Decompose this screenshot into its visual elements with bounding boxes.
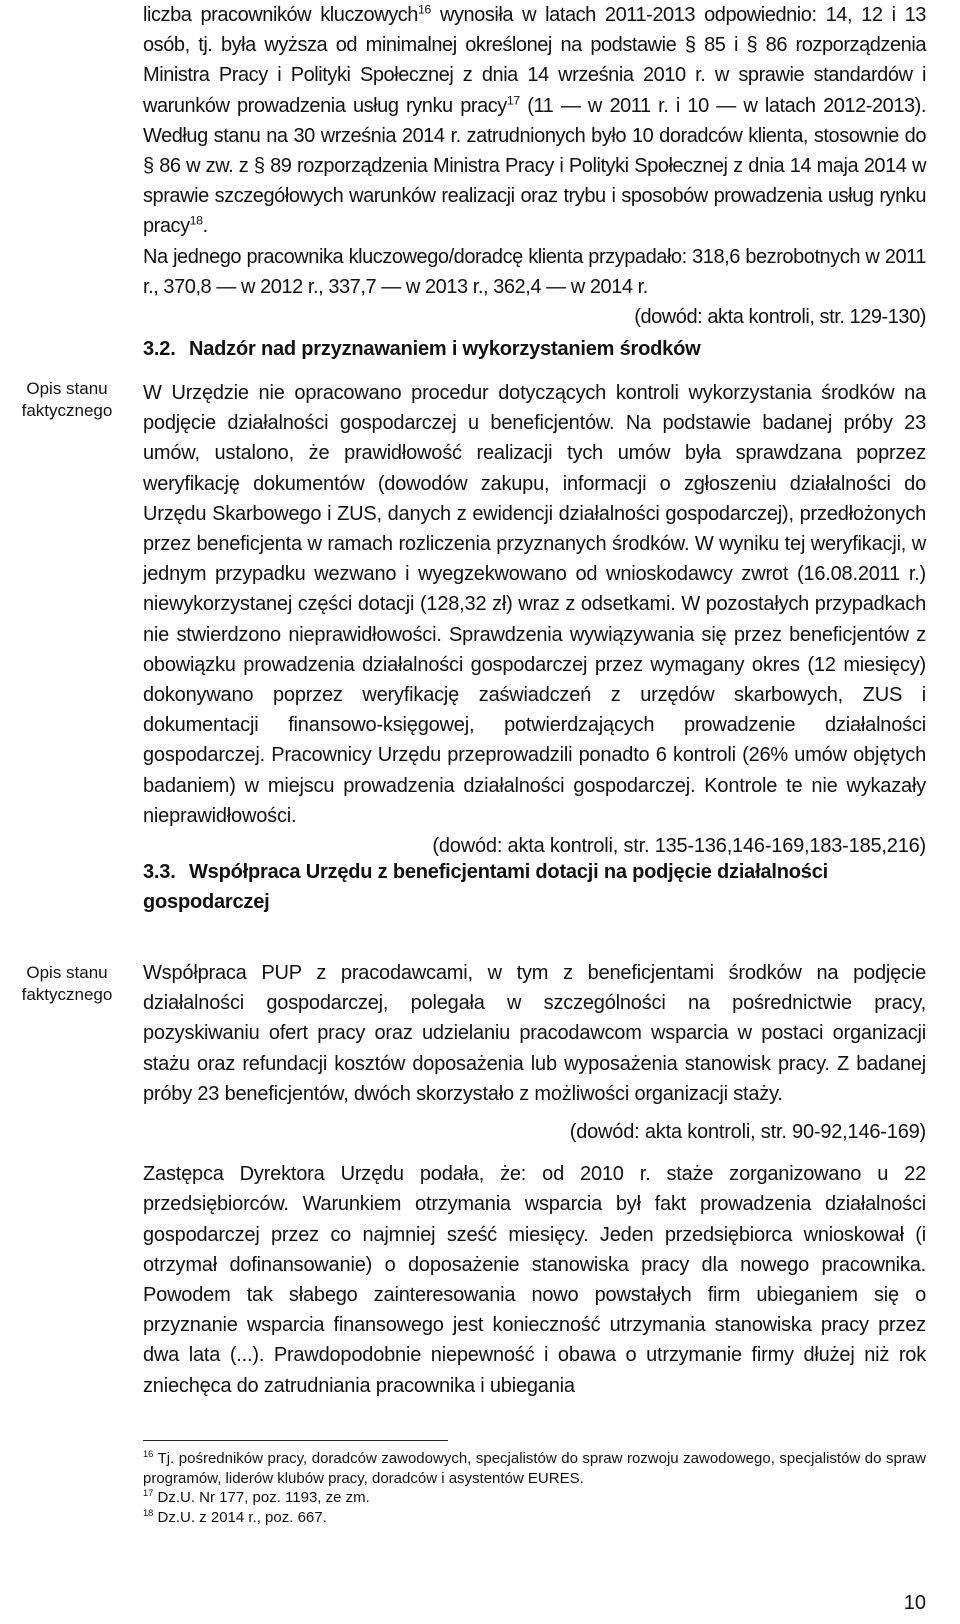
footnote-17: $^{17}$ Dz.U. Nr 177, poz. 1193, ze zm. bbox=[143, 1488, 370, 1507]
paragraph-key-staff: liczba pracowników kluczowych$^{16}$ wynosiła w latach 2011-2013 odpowiednio: 14, 12 i 13 osób, tj. była wyższa od minimalnej określonej na podstawie § 85 i § 86 rozporządzenia Ministra Pracy i Polityki Społecznej z dnia 14 września 2010 r. w sprawie standardów i warunków prowadzenia usług rynku pracy$^{17}$ (11 — w 2011 r. i 10 — w latach 2012-2013). Według stanu na 30 września 2014 r. zatrudnionych było 10 doradców klienta, stosownie do § 86 w zw. z § 89 rozporządzenia Ministra Pracy i Polityki Społecznej z dnia 14 maja 2014 w sprawie szczegółowych warunków realizacji oraz trybu i sposobów prowadzenia usług rynku pracy$^{18}$. bbox=[143, 2, 926, 238]
section-heading-3-2 bbox=[143, 334, 926, 364]
section-title: Nadzór nad przyznawaniem i wykorzystaniem środków bbox=[189, 338, 701, 360]
footnotes bbox=[143, 1449, 926, 1527]
section-title: Współpraca Urzędu z beneficjentami dotacji na podjęcie działalności gospodarczej bbox=[143, 861, 828, 913]
footnote-18: $^{18}$ Dz.U. z 2014 r., poz. 667. bbox=[143, 1507, 327, 1526]
section-heading-3-3 bbox=[143, 857, 926, 917]
footnote-ref-18: 18 bbox=[189, 213, 203, 228]
margin-note-fact-description: Opis stanu faktycznego bbox=[21, 379, 113, 420]
evidence-reference: (dowód: akta kontroli, str. 90-92,146-169) bbox=[569, 1121, 926, 1144]
section-number: 3.2. bbox=[143, 338, 176, 360]
page-number: 10 bbox=[903, 1592, 926, 1614]
section-number: 3.3. bbox=[143, 861, 176, 883]
section-3-3-body bbox=[143, 958, 926, 1401]
evidence-reference: (dowód: akta kontroli, str. 135-136,146-169,183-185,216) bbox=[432, 835, 926, 858]
paragraph-cooperation: Współpraca PUP z pracodawcami, w tym z beneficjentami środków na podjęcie działalności gospodarczej, polegała w szczególności na pośrednictwie pracy, pozyskiwaniu ofert pracy oraz udzielaniu pracodawcom wsparcia w postaci organizacji stażu oraz refundacji kosztów doposażenia lub wyposażenia stanowisk pracy. Z badanej próby 23 beneficjentów, dwóch skorzystało z możliwości organizacji staży. bbox=[143, 962, 926, 1105]
margin-note-fact-description: Opis stanu faktycznego bbox=[21, 963, 113, 1004]
footnote-16: $^{16}$ Tj. pośredników pracy, doradców zawodowych, specjalistów do spraw rozwoju zawodowego, specjalistów do spraw programów, liderów klubów pracy, doradców i asystentów EURES. bbox=[143, 1449, 926, 1487]
intro-block bbox=[143, 0, 926, 332]
paragraph-unemployed-per-staff: Na jednego pracownika kluczowego/doradcę klienta przypadało: 318,6 bezrobotnych w 2011 r., 370,8 — w 2012 r., 337,7 — w 2013 r., 362,4 — w 2014 r. bbox=[143, 245, 926, 298]
footnote-separator bbox=[143, 1440, 448, 1441]
evidence-reference: (dowód: akta kontroli, str. 129-130) bbox=[634, 306, 926, 329]
section-3-2-body bbox=[143, 378, 926, 861]
footnote-ref-16: 16 bbox=[417, 2, 431, 17]
paragraph-deputy-director-statement: Zastępca Dyrektora Urzędu podała, że: od 2010 r. staże zorganizowano u 22 przedsiębiorców. Warunkiem otrzymania wsparcia był fakt prowadzenia działalności gospodarczej przez co najmniej sześć miesięcy. Jeden przedsiębiorca wnioskował (i otrzymał dofinansowanie) o doposażenie stanowiska pracy dla nowego pracownika. Powodem tak słabego zainteresowania nowo powstałych firm ubieganiem się o przyznanie wsparcia finansowego jest konieczność utrzymania stanowiska pracy przez dwa lata (...). Prawdopodobnie niepewność i obawa o utrzymanie firmy dłużej niż rok zniechęca do zatrudniania pracownika i ubiegania bbox=[143, 1163, 926, 1397]
footnote-ref-17: 17 bbox=[506, 92, 520, 107]
paragraph-supervision: W Urzędzie nie opracowano procedur dotyczących kontroli wykorzystania środków na podjęcie działalności gospodarczej u beneficjentów. Na podstawie badanej próby 23 umów, ustalono, że prawidłowość realizacji tych umów była sprawdzana poprzez weryfikację dokumentów (dowodów zakupu, informacji o zgłoszeniu działalności do Urzędu Skarbowego i ZUS, danych z ewidencji działalności gospodarczej), przedłożonych przez beneficjenta w ramach rozliczenia przyznanych środków. W wyniku tej weryfikacji, w jednym przypadku wezwano i wyegzekwowano od wnioskodawcy zwrot (16.08.2011 r.) niewykorzystanej części dotacji (128,32 zł) wraz z odsetkami. W pozostałych przypadkach nie stwierdzono nieprawidłowości. Sprawdzenia wywiązywania się przez beneficjentów z obowiązku prowadzenia działalności gospodarczej przez wymagany okres (12 miesięcy) dokonywano poprzez weryfikację zaświadczeń z urzędów skarbowych, ZUS i dokumentacji finansowo-księgowej, potwierdzających prowadzenie działalności gospodarczej. Pracownicy Urzędu przeprowadzili ponadto 6 kontroli (26% umów objętych badaniem) w miejscu prowadzenia działalności gospodarczej. Kontrole te nie wykazały nieprawidłowości. bbox=[143, 382, 926, 827]
